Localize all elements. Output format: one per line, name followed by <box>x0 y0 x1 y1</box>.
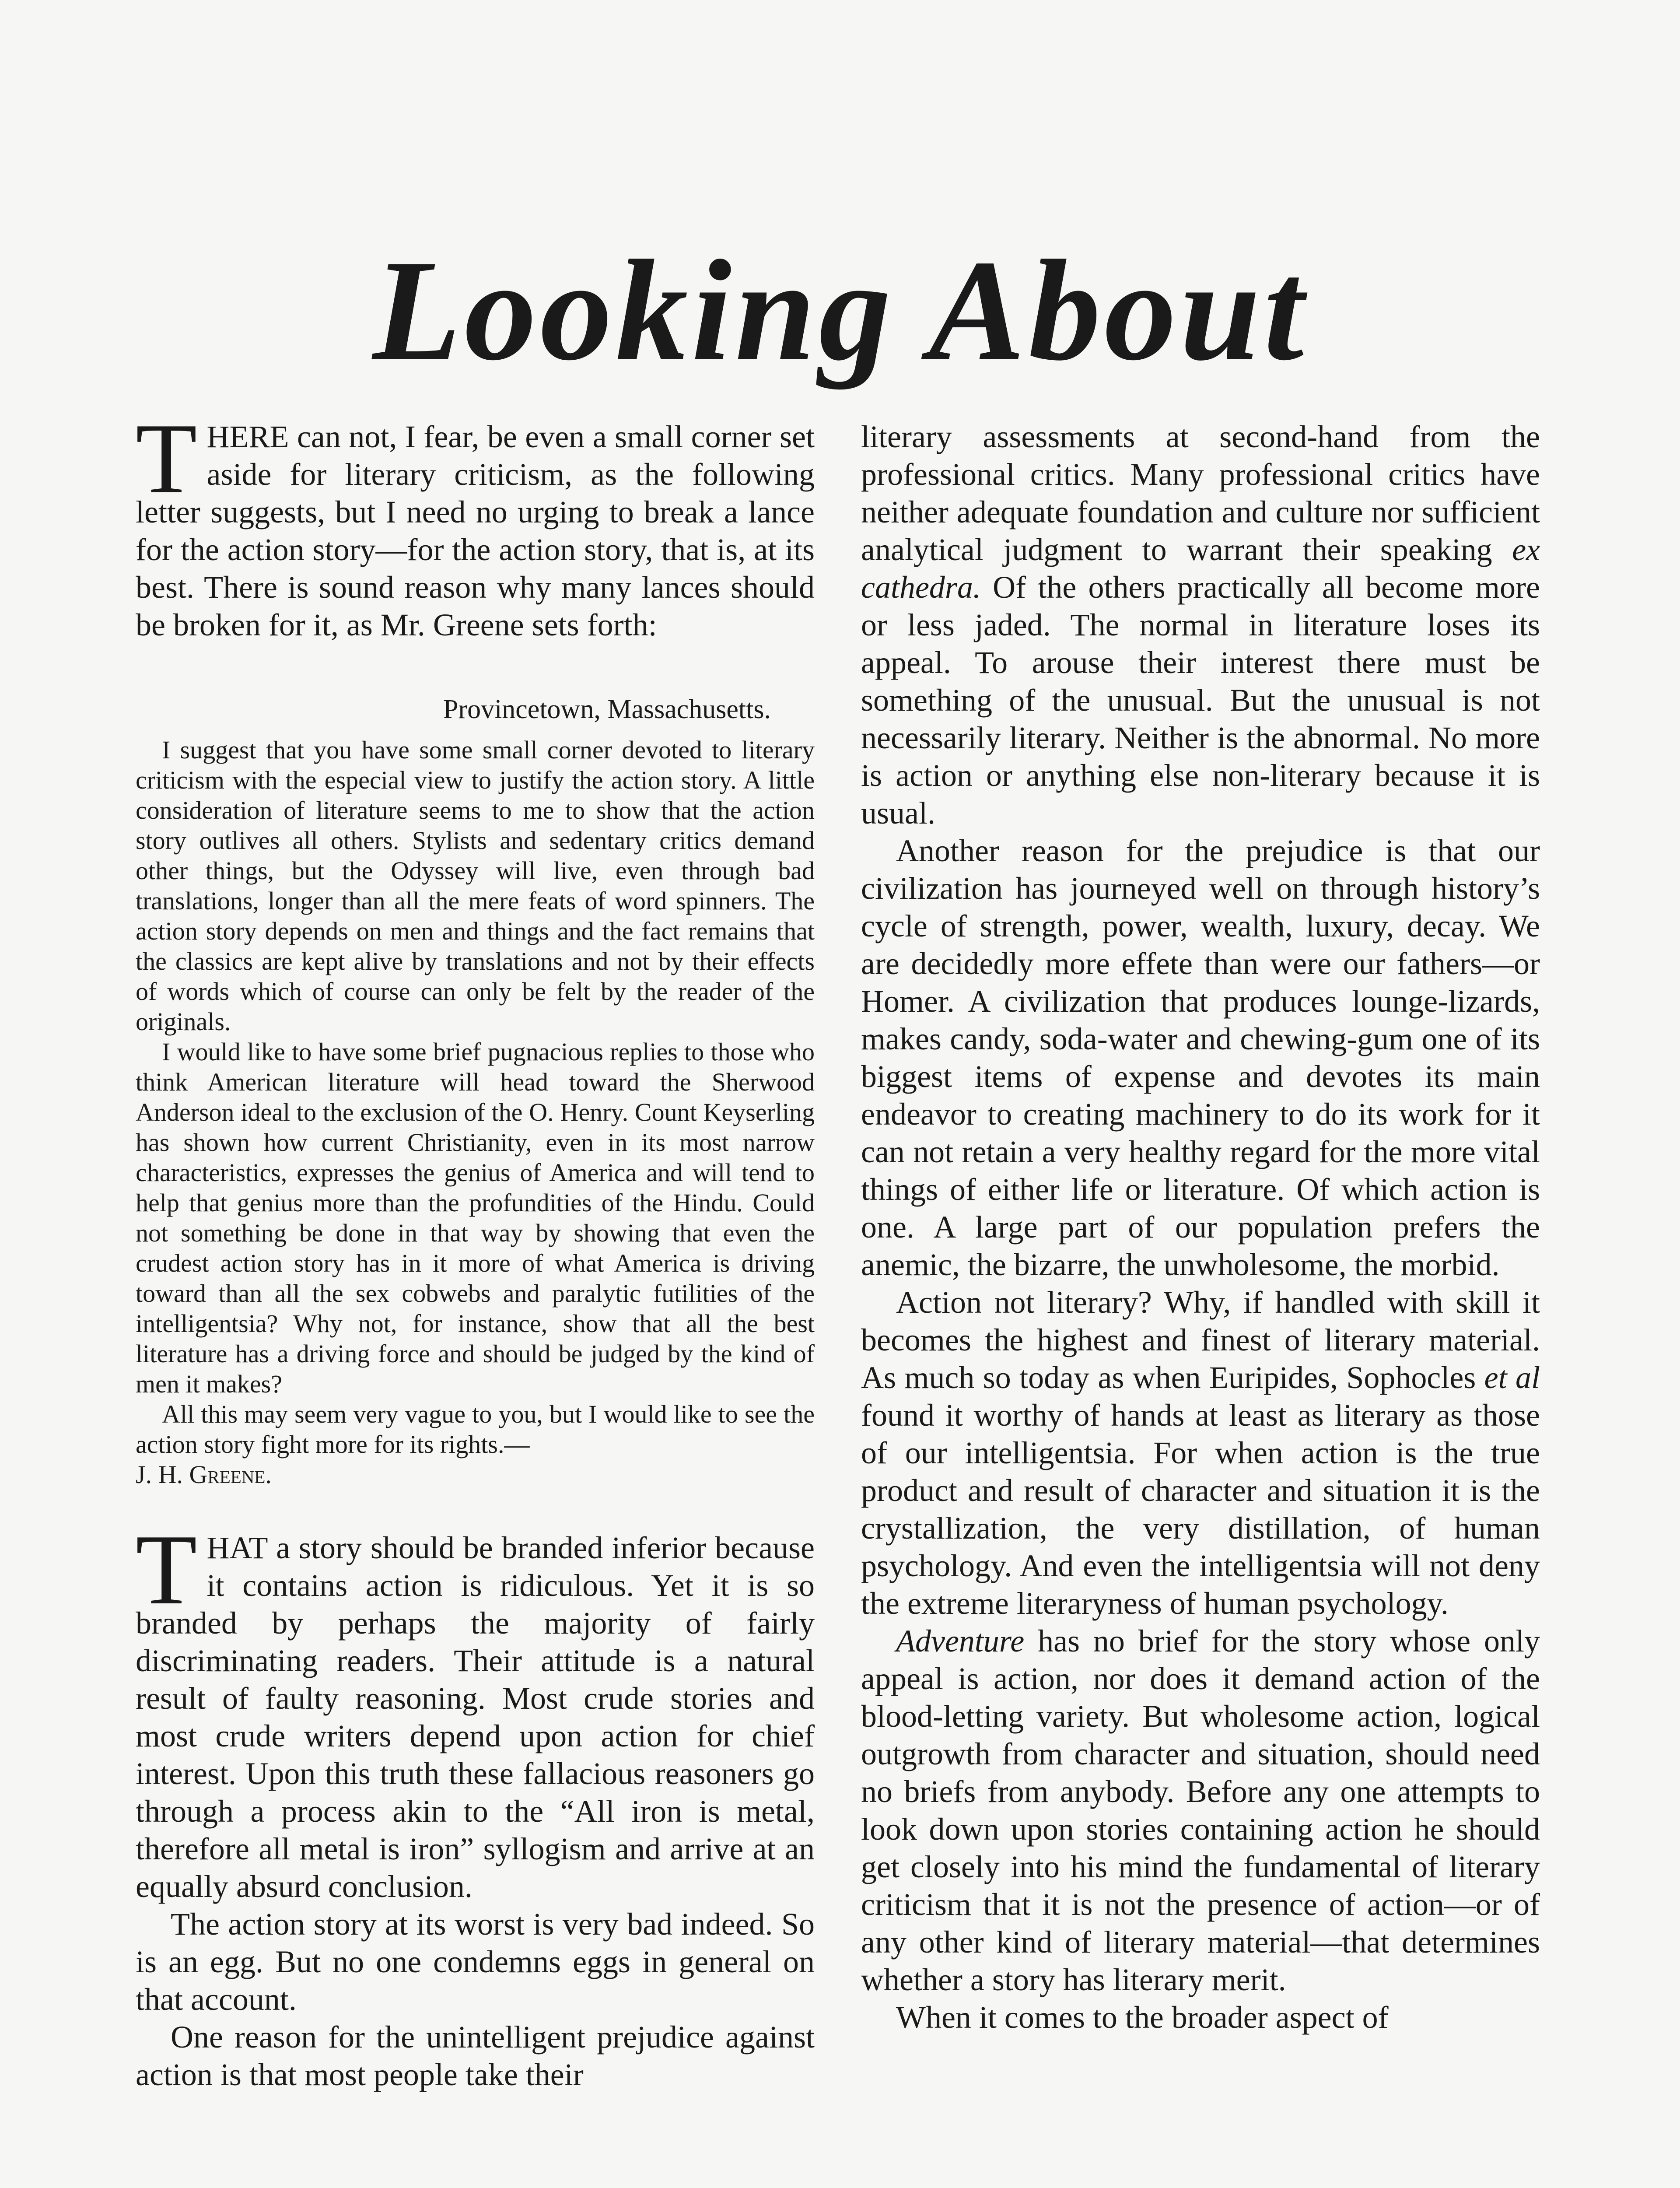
right-paragraph-2: Another reason for the prejudice is that our civilization has journeyed well on through history’s cycle of strength, power, wealth, luxury, decay. We are decidedly more effete than were our fathers—or Homer. A civilization that produces lounge-lizards, makes candy, soda-water and chewing-gum one of its biggest items of expense and devotes its main endeavor to creating machinery to do its work for it can not retain a very healthy regard for the more vital things of either life or literature. Of which action is one. A large part of our population prefers the anemic, the bizarre, the unwholesome, the morbid. <box>861 833 1540 1282</box>
intro-dropcap: T <box>136 403 197 514</box>
right-p1-text-a: literary assessments at second-hand from the professional critics. Many professional critics have neither adequate foundation and culture nor sufficient analytical judgment to warrant their speaking <box>861 419 1540 567</box>
body-paragraph-1-text: HAT a story should be branded inferior because it contains action is ridiculous. Yet it is so branded by perhaps the majority of fairly discriminating readers. Their attitude is a natural result of faulty reasoning. Most crude stories and most crude writers depend upon action for chief interest. Upon this truth these fallacious reasoners go through a process akin to the “All iron is metal, therefore all metal is iron” syllogism and arrive at an equally absurd conclusion. <box>136 1530 815 1904</box>
right-p3-emphasis: et al <box>1484 1360 1540 1395</box>
letter-paragraph-1: I suggest that you have some small corner devoted to literary criticism with the especial view to justify the action story. A little consideration of literature seems to me to show that the action story outlives all others. Stylists and sedentary critics demand other things, but the Odyssey will live, even through bad translations, longer than all the mere feats of word spinners. The action story depends on men and things and the fact remains that the classics are kept alive by translations and not by their effects of words which of course can only be felt by the reader of the originals. <box>136 736 815 1036</box>
intro-paragraph <box>136 403 815 644</box>
right-column <box>861 418 1540 2036</box>
body-paragraph-3: One reason for the unintelligent prejudice against action is that most people take their <box>136 2020 815 2092</box>
letter-paragraph-3 <box>136 1399 815 1490</box>
right-paragraph-1 <box>861 418 1540 832</box>
right-p4-text: has no brief for the story whose only appeal is action, nor does it demand action of the blood-letting variety. But wholesome action, logical outgrowth from character and situation, should need no briefs from anybody. Before any one attempts to look down upon stories containing action he should get closely into his mind the fundamental of literary criticism that it is not the presence of action—or of any other kind of literary material—that determines whether a story has literary merit. <box>861 1623 1540 1997</box>
right-paragraph-3 <box>861 1283 1540 1622</box>
intro-text: HERE can not, I fear, be even a small corner set aside for literary criticism, as the following letter suggests, but I need no urging to break a lance for the action story—for the action story, that is, at its best. There is sound reason why many lances should be broken for it, as Mr. Greene sets forth: <box>136 419 815 642</box>
letter-paragraph-3-text: All this may seem very vague to you, but I would like to see the action story fight more for its rights.— <box>136 1400 815 1459</box>
left-column <box>136 403 815 2093</box>
letter-place: Provincetown, Massachusetts. <box>443 694 771 724</box>
right-p3-text-a: Action not literary? Why, if handled with skill it becomes the highest and finest of literary material. As much so today as when Euripides, Sophocles <box>861 1285 1540 1395</box>
right-paragraph-5: When it comes to the broader aspect of <box>896 2000 1389 2035</box>
body-paragraph-2: The action story at its worst is very bad indeed. So is an egg. But no one condemns eggs in general on that account. <box>136 1907 815 2017</box>
right-p1-emphasis: ex cathedra. <box>861 532 1540 605</box>
right-p4-emphasis: Adventure <box>896 1623 1025 1659</box>
page-title: Looking About <box>372 231 1308 390</box>
body-paragraph-1 <box>136 1514 815 1905</box>
right-p3-text-b: found it worthy of hands at least as literary as those of our intelligentsia. For when action is the true product and result of character and situation it is the crystallization, the very distillation, of human psychology. And even the intelligentsia will not deny the extreme literaryness of human psychology. <box>861 1398 1540 1621</box>
body-dropcap: T <box>136 1514 197 1625</box>
right-p1-text-b: Of the others practically all become more or less jaded. The normal in literature loses its appeal. To arouse their interest there must be something of the unusual. But the unusual is not necessarily literary. Neither is the abnormal. No more is action or anything else non-literary because it is usual. <box>861 570 1540 831</box>
letter-paragraph-2: I would like to have some brief pugnacious replies to those who think American literature will head toward the Sherwood Anderson ideal to the exclusion of the O. Henry. Count Keyserling has shown how current Christianity, even in its most narrow characteristics, expresses the genius of America and will tend to help that genius more than the profundities of the Hindu. Could not something be done in that way by showing that even the crudest action story has in it more of what America is driving toward than all the sex cobwebs and paralytic futilities of the intelligentsia? Why not, for instance, show that all the best literature has a driving force and should be judged by the kind of men it makes? <box>136 1038 815 1398</box>
right-paragraph-4 <box>861 1622 1540 1999</box>
letter-signature: J. H. Greene. <box>136 1460 272 1489</box>
reader-letter <box>136 693 815 1490</box>
